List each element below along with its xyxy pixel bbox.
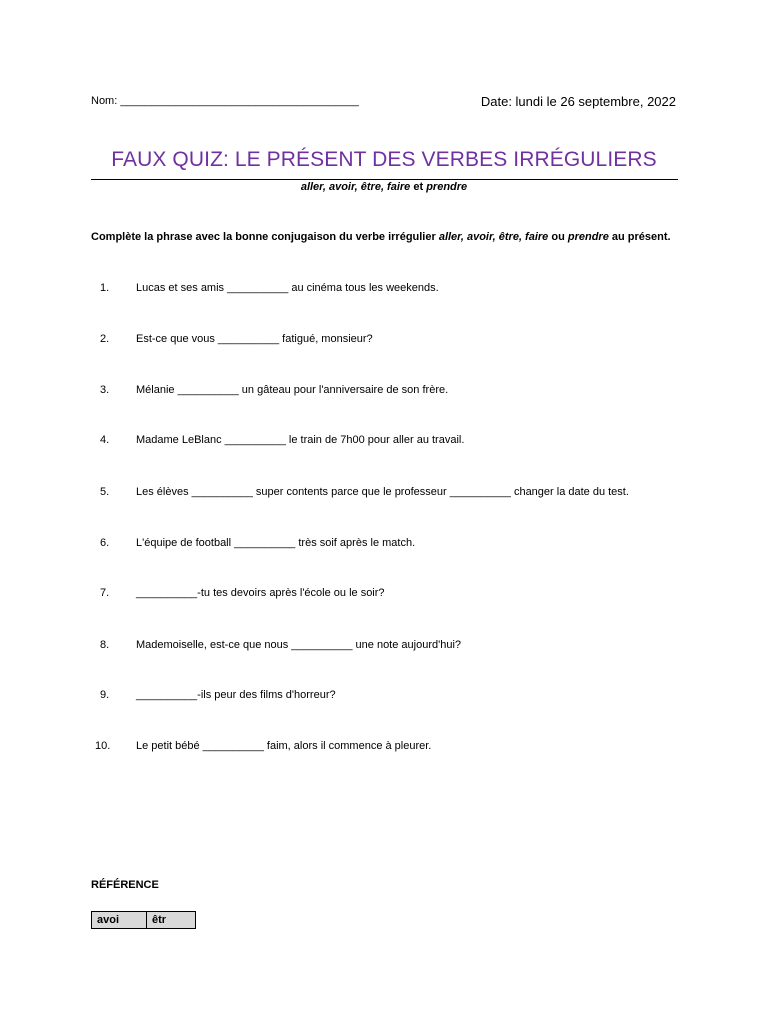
question-number: 2.	[100, 333, 110, 345]
question-number: 4.	[100, 434, 110, 446]
question-text: Mélanie __________ un gâteau pour l'anniversaire de son frère.	[136, 384, 449, 396]
question-item	[100, 639, 461, 651]
instructions-or: ou	[548, 231, 568, 243]
question-number: 7.	[100, 587, 110, 599]
question-text: __________-tu tes devoirs après l'école ou le soir?	[136, 587, 385, 599]
question-text: Les élèves __________ super contents parce que le professeur __________ changer la date du test.	[136, 486, 629, 498]
page-title: FAUX QUIZ: LE PRÉSENT DES VERBES IRRÉGULIERS	[111, 148, 657, 171]
date-line: Date: lundi le 26 septembre, 2022	[480, 94, 676, 109]
question-text: Est-ce que vous __________ fatigué, monsieur?	[136, 333, 373, 345]
question-number: 9.	[100, 689, 110, 701]
instructions-verbs: aller, avoir, être, faire	[438, 231, 549, 243]
question-text: __________-ils peur des films d'horreur?	[136, 689, 336, 701]
reference-heading: RÉFÉRENCE	[91, 879, 159, 891]
question-number: 6.	[100, 537, 110, 549]
question-item	[100, 434, 464, 446]
question-text: Madame LeBlanc __________ le train de 7h00 pour aller au travail.	[136, 434, 465, 446]
instructions-end: au présent.	[608, 231, 671, 243]
question-item	[100, 282, 439, 294]
subtitle-verbs: aller, avoir, être, faire	[300, 181, 411, 193]
question-text: Mademoiselle, est-ce que nous __________ une note aujourd'hui?	[136, 639, 462, 651]
title-divider	[91, 179, 678, 180]
name-field-line: Nom: _______________________________________	[91, 95, 359, 107]
reference-table	[91, 911, 196, 929]
reference-table-header-row	[92, 912, 196, 929]
question-item	[95, 740, 431, 752]
subtitle	[0, 181, 768, 193]
question-text: L'équipe de football __________ très soif après le match.	[136, 537, 416, 549]
question-text: Lucas et ses amis __________ au cinéma tous les weekends.	[136, 282, 439, 294]
question-item	[100, 486, 629, 498]
instructions-verb-last: prendre	[567, 231, 609, 243]
reference-col-avoir: avoi	[92, 912, 147, 929]
question-item	[100, 689, 336, 701]
instructions-text: Complète la phrase avec la bonne conjugaison du verbe irrégulier	[91, 231, 439, 243]
question-number: 3.	[100, 384, 110, 396]
question-item	[100, 587, 385, 599]
question-number: 1.	[100, 282, 110, 294]
question-number: 8.	[100, 639, 110, 651]
subtitle-verb-last: prendre	[426, 181, 468, 193]
instructions	[91, 231, 671, 243]
question-item	[100, 333, 373, 345]
question-number: 5.	[100, 486, 110, 498]
question-number: 10.	[95, 740, 111, 752]
question-text: Le petit bébé __________ faim, alors il commence à pleurer.	[136, 740, 432, 752]
reference-col-etre: êtr	[147, 912, 196, 929]
question-item	[100, 384, 448, 396]
subtitle-and: et	[410, 181, 427, 193]
question-item	[100, 537, 415, 549]
